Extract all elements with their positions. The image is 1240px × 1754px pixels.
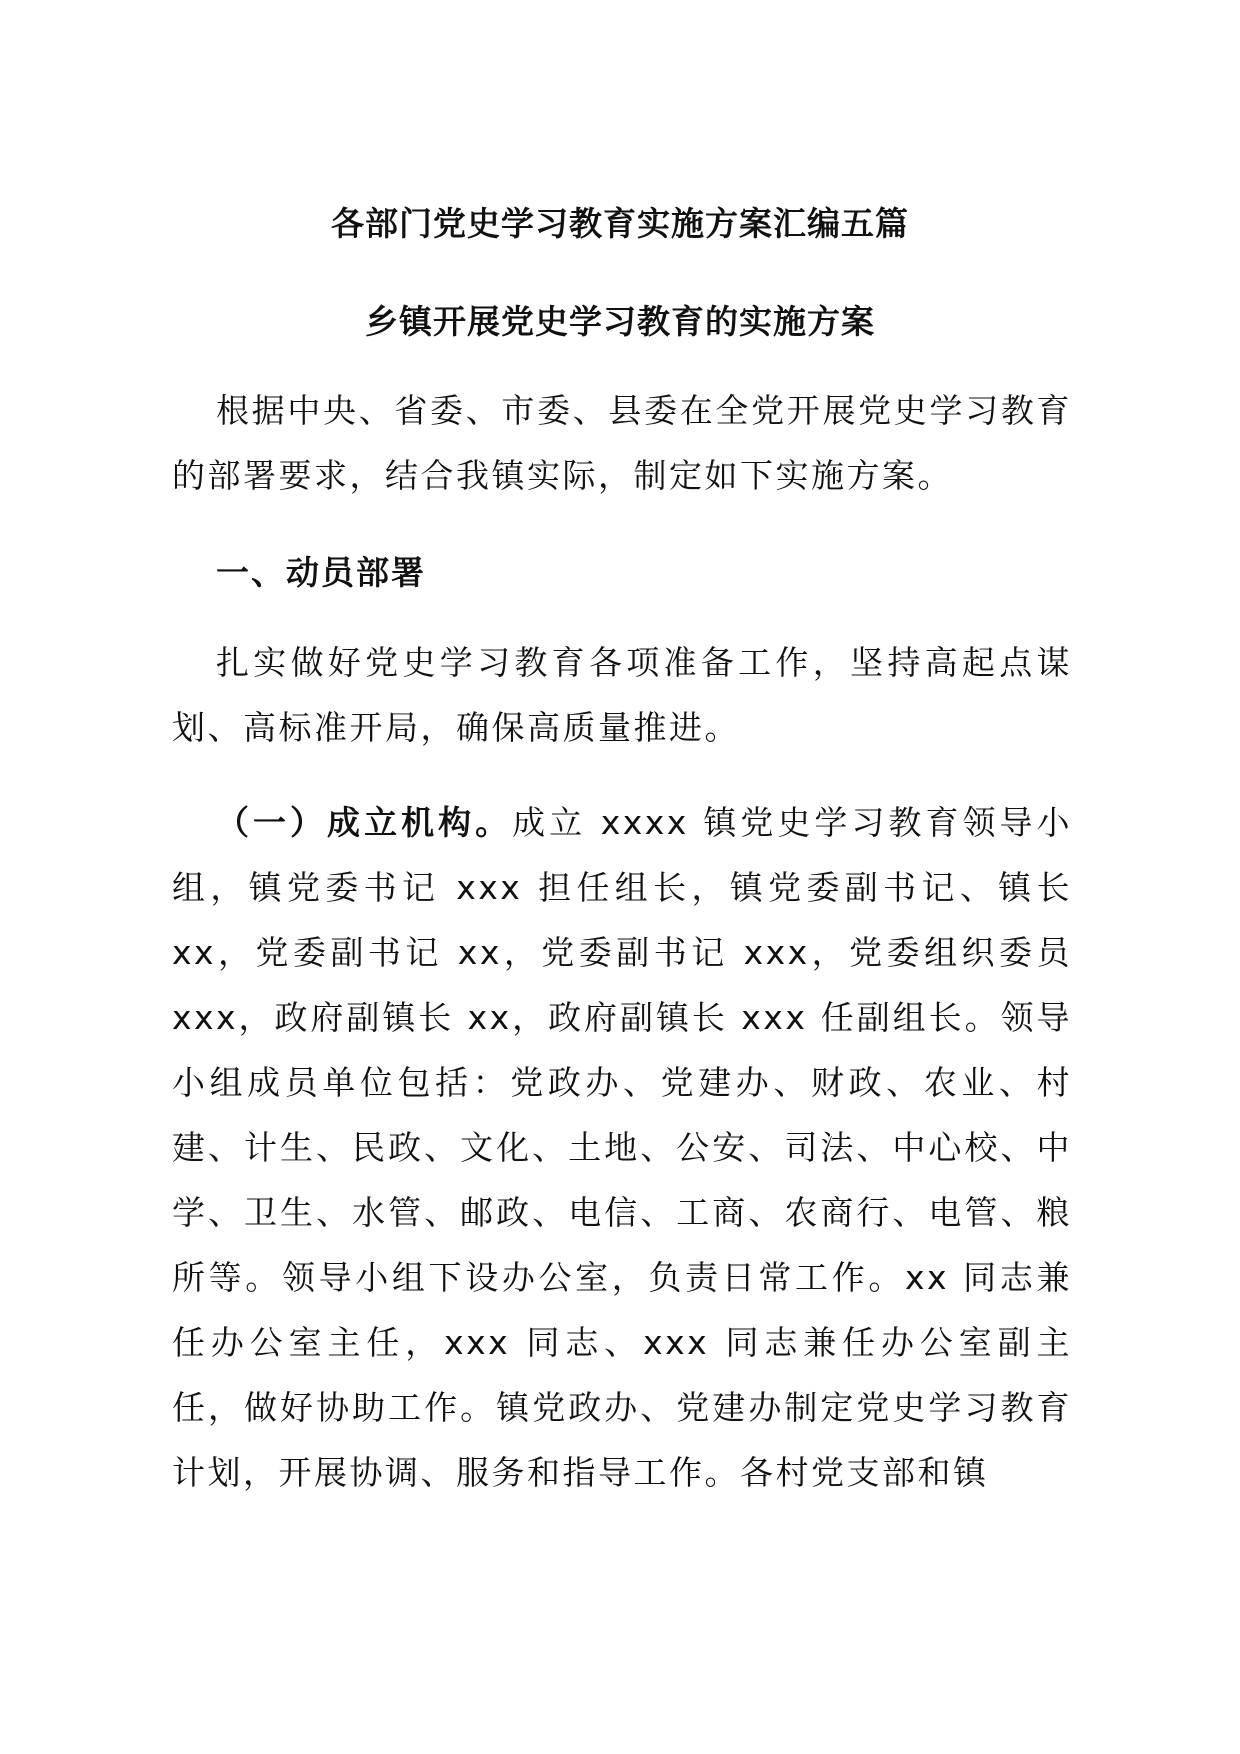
document-title: 各部门党史学习教育实施方案汇编五篇 [331, 204, 909, 243]
item-lead: （一）成立机构。 [216, 803, 513, 842]
document-subtitle: 乡镇开展党史学习教育的实施方案 [365, 302, 875, 341]
intro-paragraph: 根据中央、省委、市委、县委在全党开展党史学习教育的部署要求，结合我镇实际，制定如下实施方案。 [172, 391, 1072, 495]
item-body: 成立 xxxx 镇党史学习教育领导小组，镇党委书记 xxx 担任组长，镇党委副书记、镇长 xx，党委副书记 xx，党委副书记 xxx，党委组织委员 xxx，政府副镇长 xx，政府副镇长 xxx 任副组长。领导小组成员单位包括：党政办、党建办、财政、农业、村建、计生、民政、文化、土地、公安、司法、中心校、中学、卫生、水管、邮政、电信、工商、农商行、电管、粮所等。领导小组下设办公室，负责日常工作。xx 同志兼任办公室主任，xxx 同志、xxx 同志兼任办公室副主任，做好协助工作。镇党政办、党建办制定党史学习教育计划，开展协调、服务和指导工作。各村党支部和镇 [172, 803, 1072, 1492]
section-item-establish-organization [172, 790, 1072, 1505]
section-heading-mobilization: 一、动员部署 [216, 553, 426, 592]
section-paragraph-preparation: 扎实做好党史学习教育各项准备工作，坚持高起点谋划、高标准开局，确保高质量推进。 [172, 643, 1072, 747]
